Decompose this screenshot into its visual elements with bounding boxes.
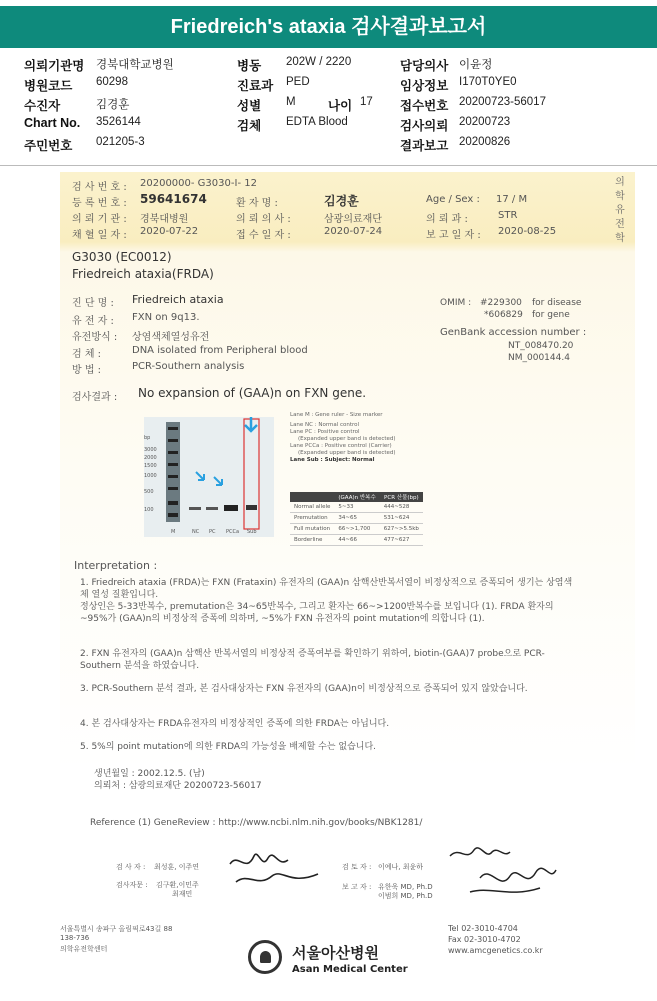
- reviewer: 이예나, 최윤하: [378, 863, 424, 871]
- address-3: 의학유전학센터: [60, 945, 108, 953]
- test-no: 20200000- G3030-I- 12: [140, 178, 257, 189]
- requester-info: 의뢰처 : 삼광의료재단 20200723-56017: [94, 781, 262, 791]
- diagnosis: Friedreich ataxia: [132, 293, 224, 306]
- genbank-2: NM_000144.4: [508, 353, 570, 363]
- gel-legend: [290, 412, 440, 464]
- table-row: [290, 513, 423, 524]
- specimen-value: EDTA Blood: [286, 116, 348, 128]
- arrow-icon: [214, 477, 222, 485]
- dept-vertical-text: 의학유전학: [615, 177, 625, 244]
- supervisor-label: 검사자문 :: [116, 881, 148, 889]
- gene: FXN on 9q13.: [132, 312, 200, 323]
- size-100: 100: [144, 507, 154, 513]
- address-2: 138-736: [60, 934, 90, 942]
- omim-gene-for: for gene: [532, 310, 570, 320]
- table-cell: 66~>1,700: [334, 524, 379, 535]
- signature-tester: [228, 844, 328, 892]
- patient-value: 김경훈: [96, 99, 130, 111]
- legend-line: Lane M : Gene ruler - Size marker: [290, 412, 383, 418]
- table-row: [290, 502, 423, 513]
- req-ward: STR: [498, 210, 518, 221]
- size-1000: 1000: [144, 473, 157, 479]
- resident-no-value: 021205-3: [96, 136, 145, 148]
- supervisor-2: 최재민: [172, 890, 193, 898]
- ward-label: 병동: [237, 59, 262, 73]
- reg-no: 59641674: [140, 192, 207, 206]
- pc-band: [206, 507, 218, 510]
- omim-label: OMIM :: [440, 298, 472, 308]
- lane-label-pc: PC: [209, 529, 216, 535]
- reporter-label: 보 고 자 :: [342, 883, 372, 891]
- table-cell: Normal allele: [290, 502, 334, 513]
- legend-line: (Expanded upper band is detected): [298, 436, 396, 442]
- receipt-no-value: 20200723-56017: [459, 96, 546, 108]
- size-1500: 1500: [144, 463, 157, 469]
- table-cell: 627~>5.5kb: [380, 524, 423, 535]
- reporter-2: 이범희 MD, Ph.D: [378, 892, 433, 900]
- reviewer-label: 검 토 자 :: [342, 863, 372, 871]
- sex-value: M: [286, 96, 296, 108]
- marker-band: [168, 439, 178, 442]
- marker-lane: [166, 422, 180, 522]
- patient-name-label: 환 자 명 :: [236, 198, 278, 209]
- size-bp: bp: [144, 435, 151, 441]
- report-date-label: 보 고 일 자 :: [426, 230, 481, 241]
- doctor-value: 이윤정: [459, 59, 493, 71]
- req-ward-label: 의 뢰 과 :: [426, 214, 468, 225]
- marker-band: [168, 475, 178, 478]
- genbank-1: NT_008470.20: [508, 341, 574, 351]
- omim-gene: *606829: [484, 310, 523, 320]
- collect-date: 2020-07-22: [140, 226, 199, 237]
- receipt-no-label: 접수번호: [400, 99, 449, 113]
- diagnosis-label: 진 단 명 :: [72, 298, 114, 309]
- table-cell: 34~65: [334, 513, 379, 524]
- table-row: [290, 535, 423, 546]
- table-row: [290, 524, 423, 535]
- omim-disease: #229300: [480, 298, 522, 308]
- header-info: [0, 52, 657, 166]
- doctor-label: 담당의사: [400, 59, 449, 73]
- legend-line: Lane Sub : Subject: Normal: [290, 457, 375, 463]
- table-header: [290, 492, 334, 502]
- marker-band: [168, 427, 178, 430]
- address-1: 서울특별시 송파구 올림픽로43길 88: [60, 925, 173, 933]
- sub-lane-box: [244, 419, 259, 529]
- request-date-value: 20200723: [459, 116, 511, 128]
- collect-label: 채 혈 일 자 :: [72, 230, 127, 241]
- fax: Fax 02-3010-4702: [448, 935, 521, 944]
- gene-label: 유 전 자 :: [72, 316, 114, 327]
- interpretation-p4: 4. 본 검사대상자는 FRDA유전자의 비정상적인 증폭에 의한 FRDA는 아닙니다.: [80, 719, 390, 729]
- legend-line: Lane PCCa : Positive control (Carrier): [290, 443, 392, 449]
- patient-name: 김경훈: [324, 194, 359, 208]
- patient-label: 수진자: [24, 99, 61, 113]
- hospital-value: 경북대학교병원: [96, 59, 174, 71]
- report-date: 2020-08-25: [498, 226, 557, 237]
- pcca-band: [224, 505, 238, 511]
- inheritance-label: 유전방식 :: [72, 332, 118, 343]
- req-org: 경북대병원: [140, 214, 189, 225]
- test-name: Friedreich ataxia(FRDA): [72, 267, 214, 281]
- interpretation-p1b: 정상인은 5-33반복수, premutation은 34~65반복수, 그리고 환자는 66~>1200반복수를 보입니다 (1). FRDA 환자의 ~95%가 (GAA)n의 비정상적 증폭에 의하며, ~5%가 FXN 유전자의 point mutation에 의합니다 (1).: [80, 602, 554, 624]
- table-cell: 44~66: [334, 535, 379, 546]
- sub-band: [246, 505, 257, 510]
- marker-band: [168, 501, 178, 505]
- legend-line: (Expanded upper band is detected): [298, 450, 396, 456]
- table-cell: Premutation: [290, 513, 334, 524]
- age-label: 나이: [328, 99, 353, 113]
- size-2000: 2000: [144, 455, 157, 461]
- interpretation-p5: 5. 5%의 point mutation에 의한 FRDA의 가능성을 배제할 수는 없습니다.: [80, 742, 377, 752]
- clinical-info-value: I170T0YE0: [459, 76, 517, 88]
- specimen-label: 검체: [237, 119, 262, 133]
- test-code: G3030 (EC0012): [72, 250, 172, 264]
- test-no-label: 검 사 번 호 :: [72, 182, 127, 193]
- table-cell: Full mutation: [290, 524, 334, 535]
- website: www.amcgenetics.co.kr: [448, 946, 543, 955]
- nc-band: [189, 507, 201, 510]
- arrow-icon: [196, 472, 204, 480]
- method: PCR-Southern analysis: [132, 361, 245, 372]
- hospital-code-label: 병원코드: [24, 79, 73, 93]
- result-label: 검사결과 :: [72, 392, 118, 403]
- scanned-report: [60, 172, 635, 997]
- dept-label: 진료과: [237, 79, 274, 93]
- method-label: 방 법 :: [72, 365, 102, 376]
- table-header: (GAA)n 반복수: [334, 492, 379, 502]
- birth-date: 생년월일 : 2002.12.5. (남): [94, 769, 205, 779]
- interpretation-p1: 1. Friedreich ataxia (FRDA)는 FXN (Frataxin) 유전자의 (GAA)n 삼핵산반복서열이 비정상적으로 증폭되어 생기는 상염색체 열성 질환입니다.: [80, 578, 573, 600]
- repeat-table: [290, 492, 423, 546]
- marker-band: [168, 463, 178, 466]
- table-cell: 477~627: [380, 535, 423, 546]
- supervisor: 김구환,이민주: [156, 881, 199, 889]
- reference: Reference (1) GeneReview : http://www.ncbi.nlm.nih.gov/books/NBK1281/: [90, 818, 423, 828]
- lane-label-pcca: PCCa: [226, 529, 240, 535]
- legend-line: Lane NC : Normal control: [290, 422, 360, 428]
- age-sex: 17 / M: [496, 194, 528, 205]
- interpretation-p2: 2. FXN 유전자의 (GAA)n 삼핵산 반복서열의 비정상적 증폭여부를 확인하기 위하여, biotin-(GAA)7 probe으로 PCR-Southern 분석을 하였습니다.: [80, 649, 545, 671]
- report-date-value: 20200826: [459, 136, 511, 148]
- gel-svg: [144, 417, 274, 537]
- tester-label: 검 사 자 :: [116, 863, 146, 871]
- signature-reviewer: [440, 842, 560, 902]
- request-date-label: 검사의뢰: [400, 119, 449, 133]
- size-500: 500: [144, 489, 154, 495]
- tel: Tel 02-3010-4704: [448, 924, 518, 933]
- clinical-info-label: 임상정보: [400, 79, 449, 93]
- req-org-label: 의 뢰 기 관 :: [72, 214, 127, 225]
- chart-no-label: Chart No.: [24, 116, 81, 130]
- report-title: Friedreich's ataxia 검사결과보고서: [0, 6, 657, 48]
- reporter: 유한욱 MD, Ph.D: [378, 883, 433, 891]
- receive-date: 2020-07-24: [324, 226, 383, 237]
- lane-label-nc: NC: [192, 529, 200, 535]
- hospital-code-value: 60298: [96, 76, 128, 88]
- logo-korean: 서울아산병원: [292, 944, 379, 962]
- table-cell: 531~624: [380, 513, 423, 524]
- inheritance: 상염색체열성유전: [132, 332, 210, 343]
- result: No expansion of (GAA)n on FXN gene.: [138, 386, 367, 400]
- resident-no-label: 주민번호: [24, 139, 73, 153]
- marker-band: [168, 487, 178, 490]
- tester: 최성훈, 이주연: [154, 863, 200, 871]
- omim-disease-for: for disease: [532, 298, 582, 308]
- marker-band: [168, 513, 178, 517]
- table-cell: 444~528: [380, 502, 423, 513]
- gel-image: [144, 417, 274, 537]
- lane-label-sub: Sub: [247, 529, 257, 535]
- interpretation-heading: Interpretation :: [74, 559, 158, 572]
- genbank-label: GenBank accession number :: [440, 327, 587, 338]
- interpretation-p3: 3. PCR-Southern 분석 결과, 본 검사대상자는 FXN 유전자의 (GAA)n이 비정상적으로 증폭되어 있지 않았습니다.: [80, 684, 528, 694]
- ward-value: 202W / 2220: [286, 56, 352, 68]
- req-doc: 삼광의료재단: [324, 214, 382, 225]
- table-cell: Borderline: [290, 535, 334, 546]
- receive-label: 접 수 일 자 :: [236, 230, 291, 241]
- specimen-detail: DNA isolated from Peripheral blood: [132, 345, 308, 356]
- asan-logo-icon: [248, 940, 282, 974]
- table-cell: 5~33: [334, 502, 379, 513]
- table-header: PCR 산물(bp): [380, 492, 423, 502]
- chart-no-value: 3526144: [96, 116, 141, 128]
- age-sex-label: Age / Sex :: [426, 194, 480, 205]
- sex-label: 성별: [237, 99, 262, 113]
- age-value: 17: [360, 96, 373, 108]
- req-doc-label: 의 뢰 의 사 :: [236, 214, 291, 225]
- report-date-label: 결과보고: [400, 139, 449, 153]
- size-3000: 3000: [144, 447, 157, 453]
- marker-band: [168, 451, 178, 454]
- legend-line: Lane PC : Positive control: [290, 429, 360, 435]
- specimen-detail-label: 검 체 :: [72, 349, 102, 360]
- logo-english: Asan Medical Center: [292, 964, 408, 975]
- dept-value: PED: [286, 76, 310, 88]
- lane-label-m: M: [171, 529, 176, 535]
- hospital-label: 의뢰기관명: [24, 59, 85, 73]
- reg-no-label: 등 록 번 호 :: [72, 198, 127, 209]
